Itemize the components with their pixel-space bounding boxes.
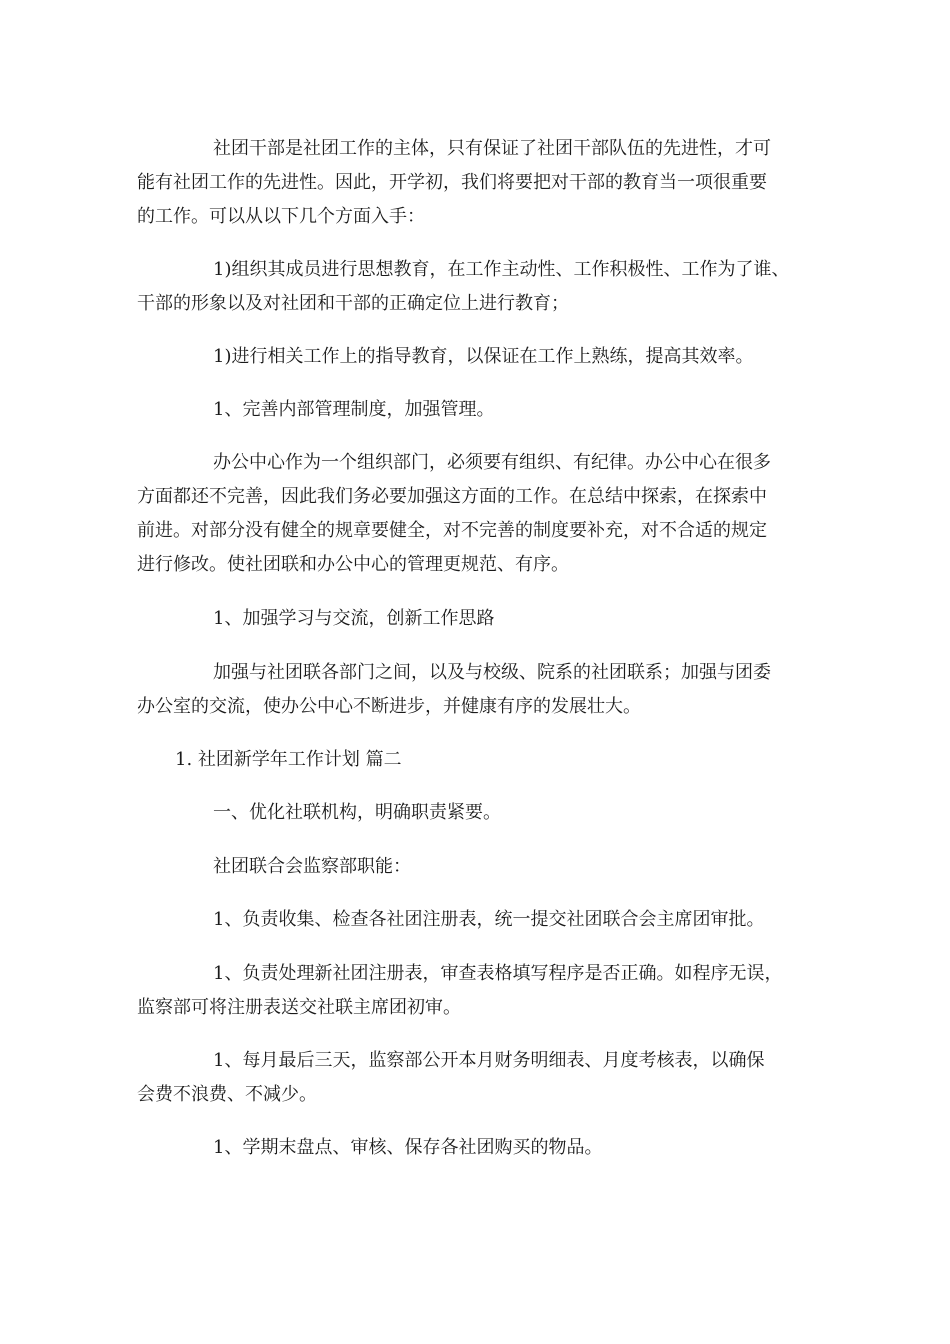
paragraph-line: 加强与社团联各部门之间，以及与校级、院系的社团联系；加强与团委 bbox=[213, 662, 771, 683]
paragraph-line: 1、负责处理新社团注册表，审查表格填写程序是否正确。如程序无误， bbox=[213, 963, 783, 984]
section-heading bbox=[137, 743, 817, 777]
paragraph bbox=[137, 1044, 817, 1112]
paragraph-line: 方面都还不完善，因此我们务必要加强这方面的工作。在总结中探索，在探索中 bbox=[137, 486, 767, 507]
paragraph bbox=[137, 850, 817, 884]
paragraph-line: 社团干部是社团工作的主体，只有保证了社团干部队伍的先进性，才可 bbox=[213, 138, 771, 159]
paragraph-line: 1、学期末盘点、审核、保存各社团购买的物品。 bbox=[213, 1137, 603, 1158]
paragraph-line: 1、加强学习与交流，创新工作思路 bbox=[213, 608, 495, 629]
paragraph bbox=[137, 253, 817, 321]
paragraph-line: 干部的形象以及对社团和干部的正确定位上进行教育； bbox=[137, 293, 569, 314]
paragraph bbox=[137, 957, 817, 1025]
paragraph bbox=[137, 132, 817, 234]
paragraph bbox=[137, 340, 817, 374]
paragraph-line: 一、优化社联机构，明确职责紧要。 bbox=[213, 802, 501, 823]
paragraph-line: 1)进行相关工作上的指导教育，以保证在工作上熟练，提高其效率。 bbox=[213, 346, 754, 367]
paragraph bbox=[137, 903, 817, 937]
paragraph-line: 办公中心作为一个组织部门，必须要有组织、有纪律。办公中心在很多 bbox=[213, 452, 771, 473]
section-heading-text: 1. 社团新学年工作计划 篇二 bbox=[175, 749, 402, 770]
paragraph bbox=[137, 656, 817, 724]
paragraph-line: 能有社团工作的先进性。因此，开学初，我们将要把对干部的教育当一项很重要 bbox=[137, 172, 767, 193]
paragraph-line: 1、每月最后三天，监察部公开本月财务明细表、月度考核表，以确保 bbox=[213, 1050, 765, 1071]
paragraph bbox=[137, 393, 817, 427]
paragraph bbox=[137, 1131, 817, 1165]
paragraph-line: 1、完善内部管理制度，加强管理。 bbox=[213, 399, 495, 420]
paragraph bbox=[137, 446, 817, 582]
paragraph-line: 社团联合会监察部职能： bbox=[213, 856, 411, 877]
paragraph-line: 办公室的交流，使办公中心不断进步，并健康有序的发展壮大。 bbox=[137, 696, 641, 717]
paragraph-line: 的工作。可以从以下几个方面入手： bbox=[137, 206, 425, 227]
paragraph-line: 监察部可将注册表送交社联主席团初审。 bbox=[137, 997, 461, 1018]
paragraph-line: 进行修改。使社团联和办公中心的管理更规范、有序。 bbox=[137, 554, 569, 575]
paragraph-line: 会费不浪费、不减少。 bbox=[137, 1084, 317, 1105]
paragraph-line: 前进。对部分没有健全的规章要健全，对不完善的制度要补充，对不合适的规定 bbox=[137, 520, 767, 541]
paragraph bbox=[137, 796, 817, 830]
paragraph-line: 1、负责收集、检查各社团注册表，统一提交社团联合会主席团审批。 bbox=[213, 909, 765, 930]
paragraph bbox=[137, 602, 817, 636]
paragraph-line: 1)组织其成员进行思想教育，在工作主动性、工作积极性、工作为了谁、 bbox=[213, 259, 790, 280]
